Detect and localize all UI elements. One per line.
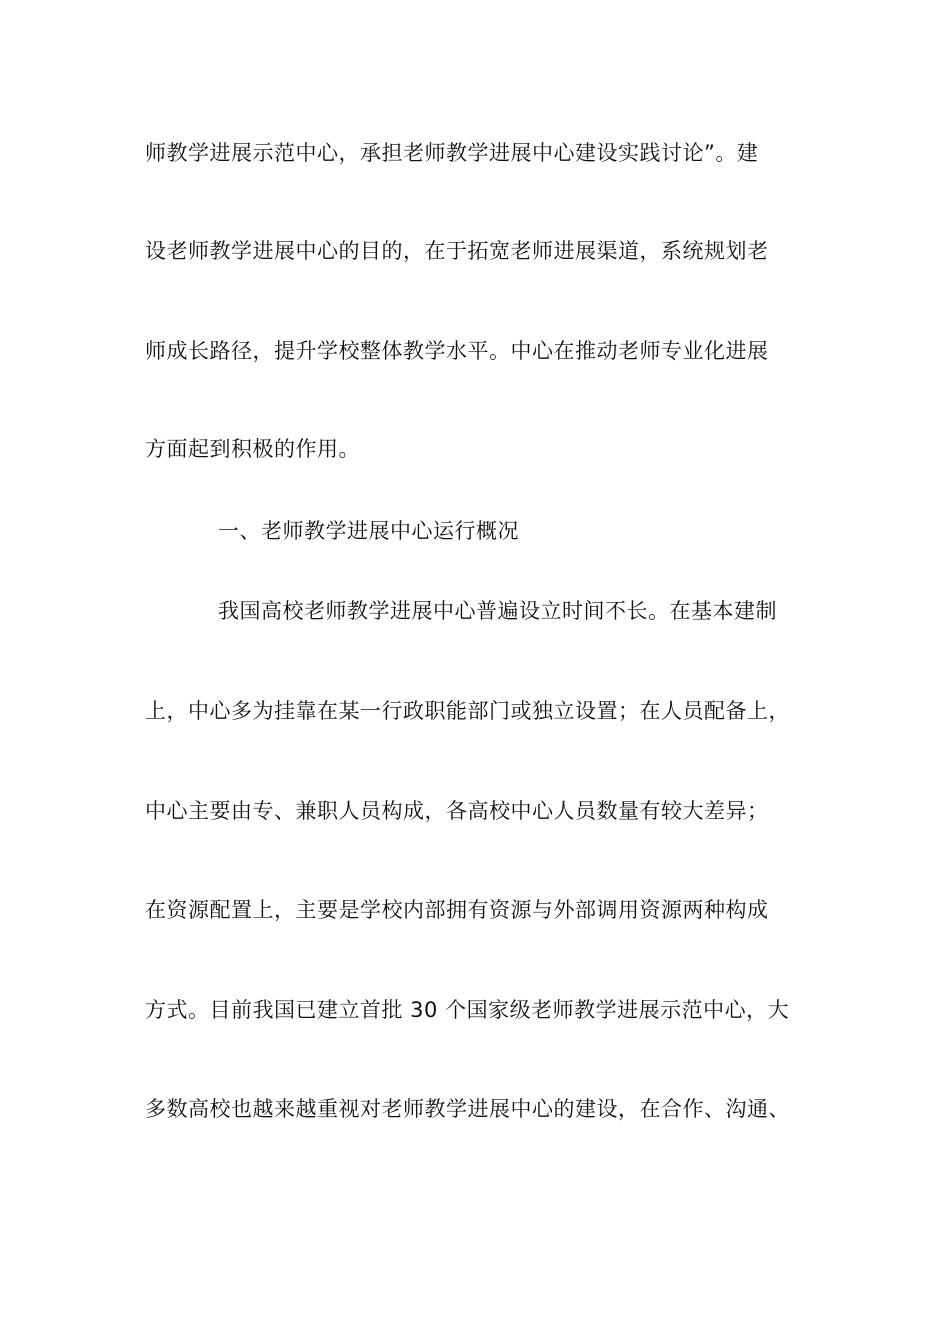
- paragraph-line: 师教学进展示范中心，承担老师教学进展中心建设实践讨论”。建: [145, 141, 759, 165]
- paragraph-line: 多数高校也越来越重视对老师教学进展中心的建设，在合作、沟通、: [145, 1097, 790, 1121]
- paragraph-line: 上，中心多为挂靠在某一行政职能部门或独立设置；在人员配备上，: [145, 699, 790, 723]
- paragraph-line: 方式。目前我国已建立首批 30 个国家级老师教学进展示范中心，大: [145, 998, 790, 1022]
- paragraph-line: 方面起到积极的作用。: [145, 437, 360, 461]
- paragraph-line: 师成长路径，提升学校整体教学水平。中心在推动老师专业化进展: [145, 339, 769, 363]
- paragraph-line: 我国高校老师教学进展中心普遍设立时间不长。在基本建制: [218, 599, 777, 623]
- paragraph-line: 设老师教学进展中心的目的，在于拓宽老师进展渠道，系统规划老: [145, 239, 769, 263]
- paragraph-line: 中心主要由专、兼职人员构成，各高校中心人员数量有较大差异；: [145, 799, 769, 823]
- section-heading: 一、老师教学进展中心运行概况: [218, 519, 519, 543]
- paragraph-line: 在资源配置上，主要是学校内部拥有资源与外部调用资源两种构成: [145, 898, 769, 922]
